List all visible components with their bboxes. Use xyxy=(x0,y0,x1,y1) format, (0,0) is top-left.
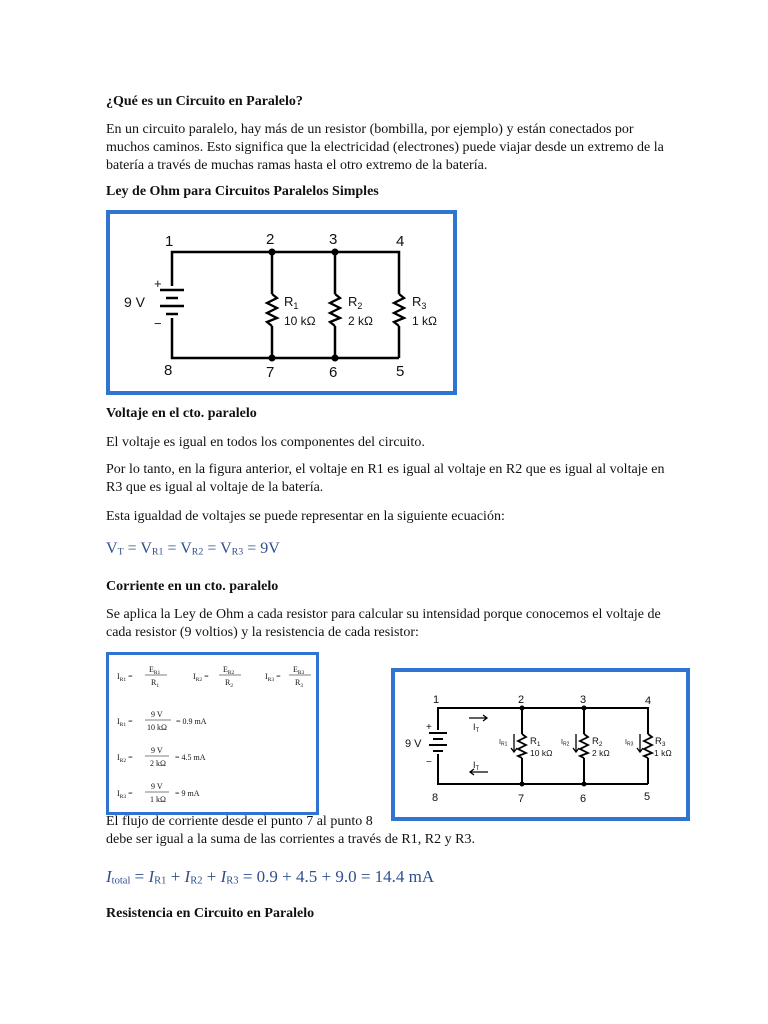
battery-symbol-2 xyxy=(429,733,447,751)
node-5: 5 xyxy=(396,363,405,380)
ohm-formulas-box xyxy=(106,652,319,815)
svg-text:= 4.5 mA: = 4.5 mA xyxy=(175,753,206,762)
voltage-equation: $V_T = V_{R1} = V_{R2} = V_{R3} = 9V$ xyxy=(106,540,280,558)
svg-text:= 0.9 mA: = 0.9 mA xyxy=(176,717,207,726)
circuit-2-svg xyxy=(395,672,686,817)
c2-node-6: 6 xyxy=(580,793,587,805)
c2-resistor-r3-name: $R_3$ xyxy=(655,736,666,748)
heading-voltage: Voltaje en el cto. paralelo xyxy=(106,406,257,421)
node-7: 7 xyxy=(266,364,275,381)
heading-current: Corriente en un cto. paralelo xyxy=(106,579,279,594)
svg-text:IR2 =: $I_{R2}$ = xyxy=(117,753,133,764)
c2-node-1: 1 xyxy=(433,694,440,706)
c2-node-3: 3 xyxy=(580,694,587,706)
svg-text:IR3 =: $I_{R3}$ = xyxy=(117,789,133,800)
computed-formulas xyxy=(117,710,207,804)
svg-text:9 V: 9 V xyxy=(151,782,163,791)
svg-text:IR1 =: $I_{R1}$ = xyxy=(117,672,133,683)
circuit-2-wires xyxy=(438,708,648,784)
c2-node-2: 2 xyxy=(518,694,525,706)
svg-text:IR1 =: $I_{R1}$ = xyxy=(117,717,133,728)
junction-dots xyxy=(269,249,339,362)
svg-text:R2: $R_2$ xyxy=(225,678,234,689)
node-6: 6 xyxy=(329,364,338,381)
node-3: 3 xyxy=(329,231,338,248)
c2-resistor-r1-name: $R_1$ xyxy=(530,736,541,748)
current-paragraph-2-line-1: El flujo de corriente desde el punto 7 al punto 8 xyxy=(106,814,373,829)
branch-current-r2: $I_{R2}$ xyxy=(561,739,570,748)
svg-text:1 kΩ: 1 kΩ xyxy=(150,795,166,804)
c2-node-5: 5 xyxy=(644,791,651,803)
c2-resistor-r3-value: 1 kΩ xyxy=(654,748,672,758)
current-arrows xyxy=(469,715,643,775)
battery-symbol xyxy=(160,290,184,314)
battery-voltage-label: 9 V xyxy=(124,294,146,310)
circuit-diagram-2 xyxy=(391,668,690,821)
svg-text:2 kΩ: 2 kΩ xyxy=(150,759,166,768)
resistor-r1-value: 10 kΩ xyxy=(284,314,316,328)
voltage-paragraph-2-line-2: R3 que es igual al voltaje de la batería. xyxy=(106,480,324,495)
c2-battery-voltage: 9 V xyxy=(405,738,422,750)
c2-battery-minus: − xyxy=(426,757,432,768)
formulas-svg xyxy=(109,655,316,812)
battery-plus: + xyxy=(154,276,162,291)
total-current-top: $I_T$ xyxy=(473,722,480,734)
resistor-r3-name: $R_3$ xyxy=(412,294,427,311)
c2-node-7: 7 xyxy=(518,793,525,805)
c2-battery-plus: + xyxy=(426,722,432,733)
heading-what-is-parallel: ¿Qué es un Circuito en Paralelo? xyxy=(106,94,303,109)
svg-text:9 V: 9 V xyxy=(151,710,163,719)
resistor-r2-value: 2 kΩ xyxy=(348,314,373,328)
branch-current-r3: $I_{R3}$ xyxy=(625,739,634,748)
c2-resistor-r2-name: $R_2$ xyxy=(592,736,603,748)
c2-node-8: 8 xyxy=(432,792,439,804)
total-current-equation: $I_{total} = I_{R1} + I_{R2} + I_{R3} = 0.9 + 4.5 + 9.0 = 14.4$ mA xyxy=(106,867,435,887)
current-paragraph-1-line-2: cada resistor (9 voltios) y la resistencia de cada resistor: xyxy=(106,625,419,640)
current-paragraph-1-line-1: Se aplica la Ley de Ohm a cada resistor para calcular su intensidad porque conocemos el voltaje de xyxy=(106,607,661,622)
voltage-paragraph-2-line-1: Por lo tanto, en la figura anterior, el voltaje en R1 es igual al voltaje en R2 que es igual al voltaje en xyxy=(106,462,665,477)
node-4: 4 xyxy=(396,233,405,250)
node-2: 2 xyxy=(266,231,275,248)
resistor-r2-name: $R_2$ xyxy=(348,294,363,311)
svg-text:10 kΩ: 10 kΩ xyxy=(147,723,167,732)
intro-line-2: muchos caminos. Esto significa que la electricidad (electrones) puede viajar desde un extremo de la xyxy=(106,140,664,155)
svg-text:ER1: $E_{R1}$ xyxy=(149,665,161,676)
current-paragraph-2-line-2: debe ser igual a la suma de las corrientes a través de R1, R2 y R3. xyxy=(106,832,475,847)
svg-text:R1: $R_1$ xyxy=(151,678,160,689)
resistor-r1-name: $R_1$ xyxy=(284,294,299,311)
voltage-paragraph-1: El voltaje es igual en todos los componentes del circuito. xyxy=(106,435,425,450)
c2-node-4: 4 xyxy=(645,695,652,707)
svg-text:IR3 =: $I_{R3}$ = xyxy=(265,672,281,683)
resistor-r3-value: 1 kΩ xyxy=(412,314,437,328)
svg-text:= 9 mA: = 9 mA xyxy=(175,789,200,798)
svg-text:9 V: 9 V xyxy=(151,746,163,755)
intro-line-3: batería a través de muchas ramas hasta el otro extremo de la batería. xyxy=(106,158,488,173)
svg-text:IR2 =: $I_{R2}$ = xyxy=(193,672,209,683)
circuit-1-svg xyxy=(110,214,453,391)
battery-minus: − xyxy=(154,316,162,331)
voltage-paragraph-3: Esta igualdad de voltajes se puede representar en la siguiente ecuación: xyxy=(106,509,505,524)
branch-current-r1: $I_{R1}$ xyxy=(499,739,508,748)
node-1: 1 xyxy=(165,233,174,250)
circuit-diagram-1 xyxy=(106,210,457,395)
svg-text:R3: $R_3$ xyxy=(295,678,304,689)
total-current-bottom: $I_T$ xyxy=(473,760,480,772)
node-8: 8 xyxy=(164,362,173,379)
c2-resistor-r2-value: 2 kΩ xyxy=(592,748,610,758)
c2-resistor-r1-value: 10 kΩ xyxy=(530,748,553,758)
svg-text:ER3: $E_{R3}$ xyxy=(293,665,305,676)
heading-resistance: Resistencia en Circuito en Paralelo xyxy=(106,906,315,921)
general-formulas xyxy=(117,665,311,689)
svg-text:ER2: $E_{R2}$ xyxy=(223,665,235,676)
heading-ohm-law: Ley de Ohm para Circuitos Paralelos Simples xyxy=(106,184,379,199)
intro-line-1: En un circuito paralelo, hay más de un resistor (bombilla, por ejemplo) y están conectados por xyxy=(106,122,634,137)
